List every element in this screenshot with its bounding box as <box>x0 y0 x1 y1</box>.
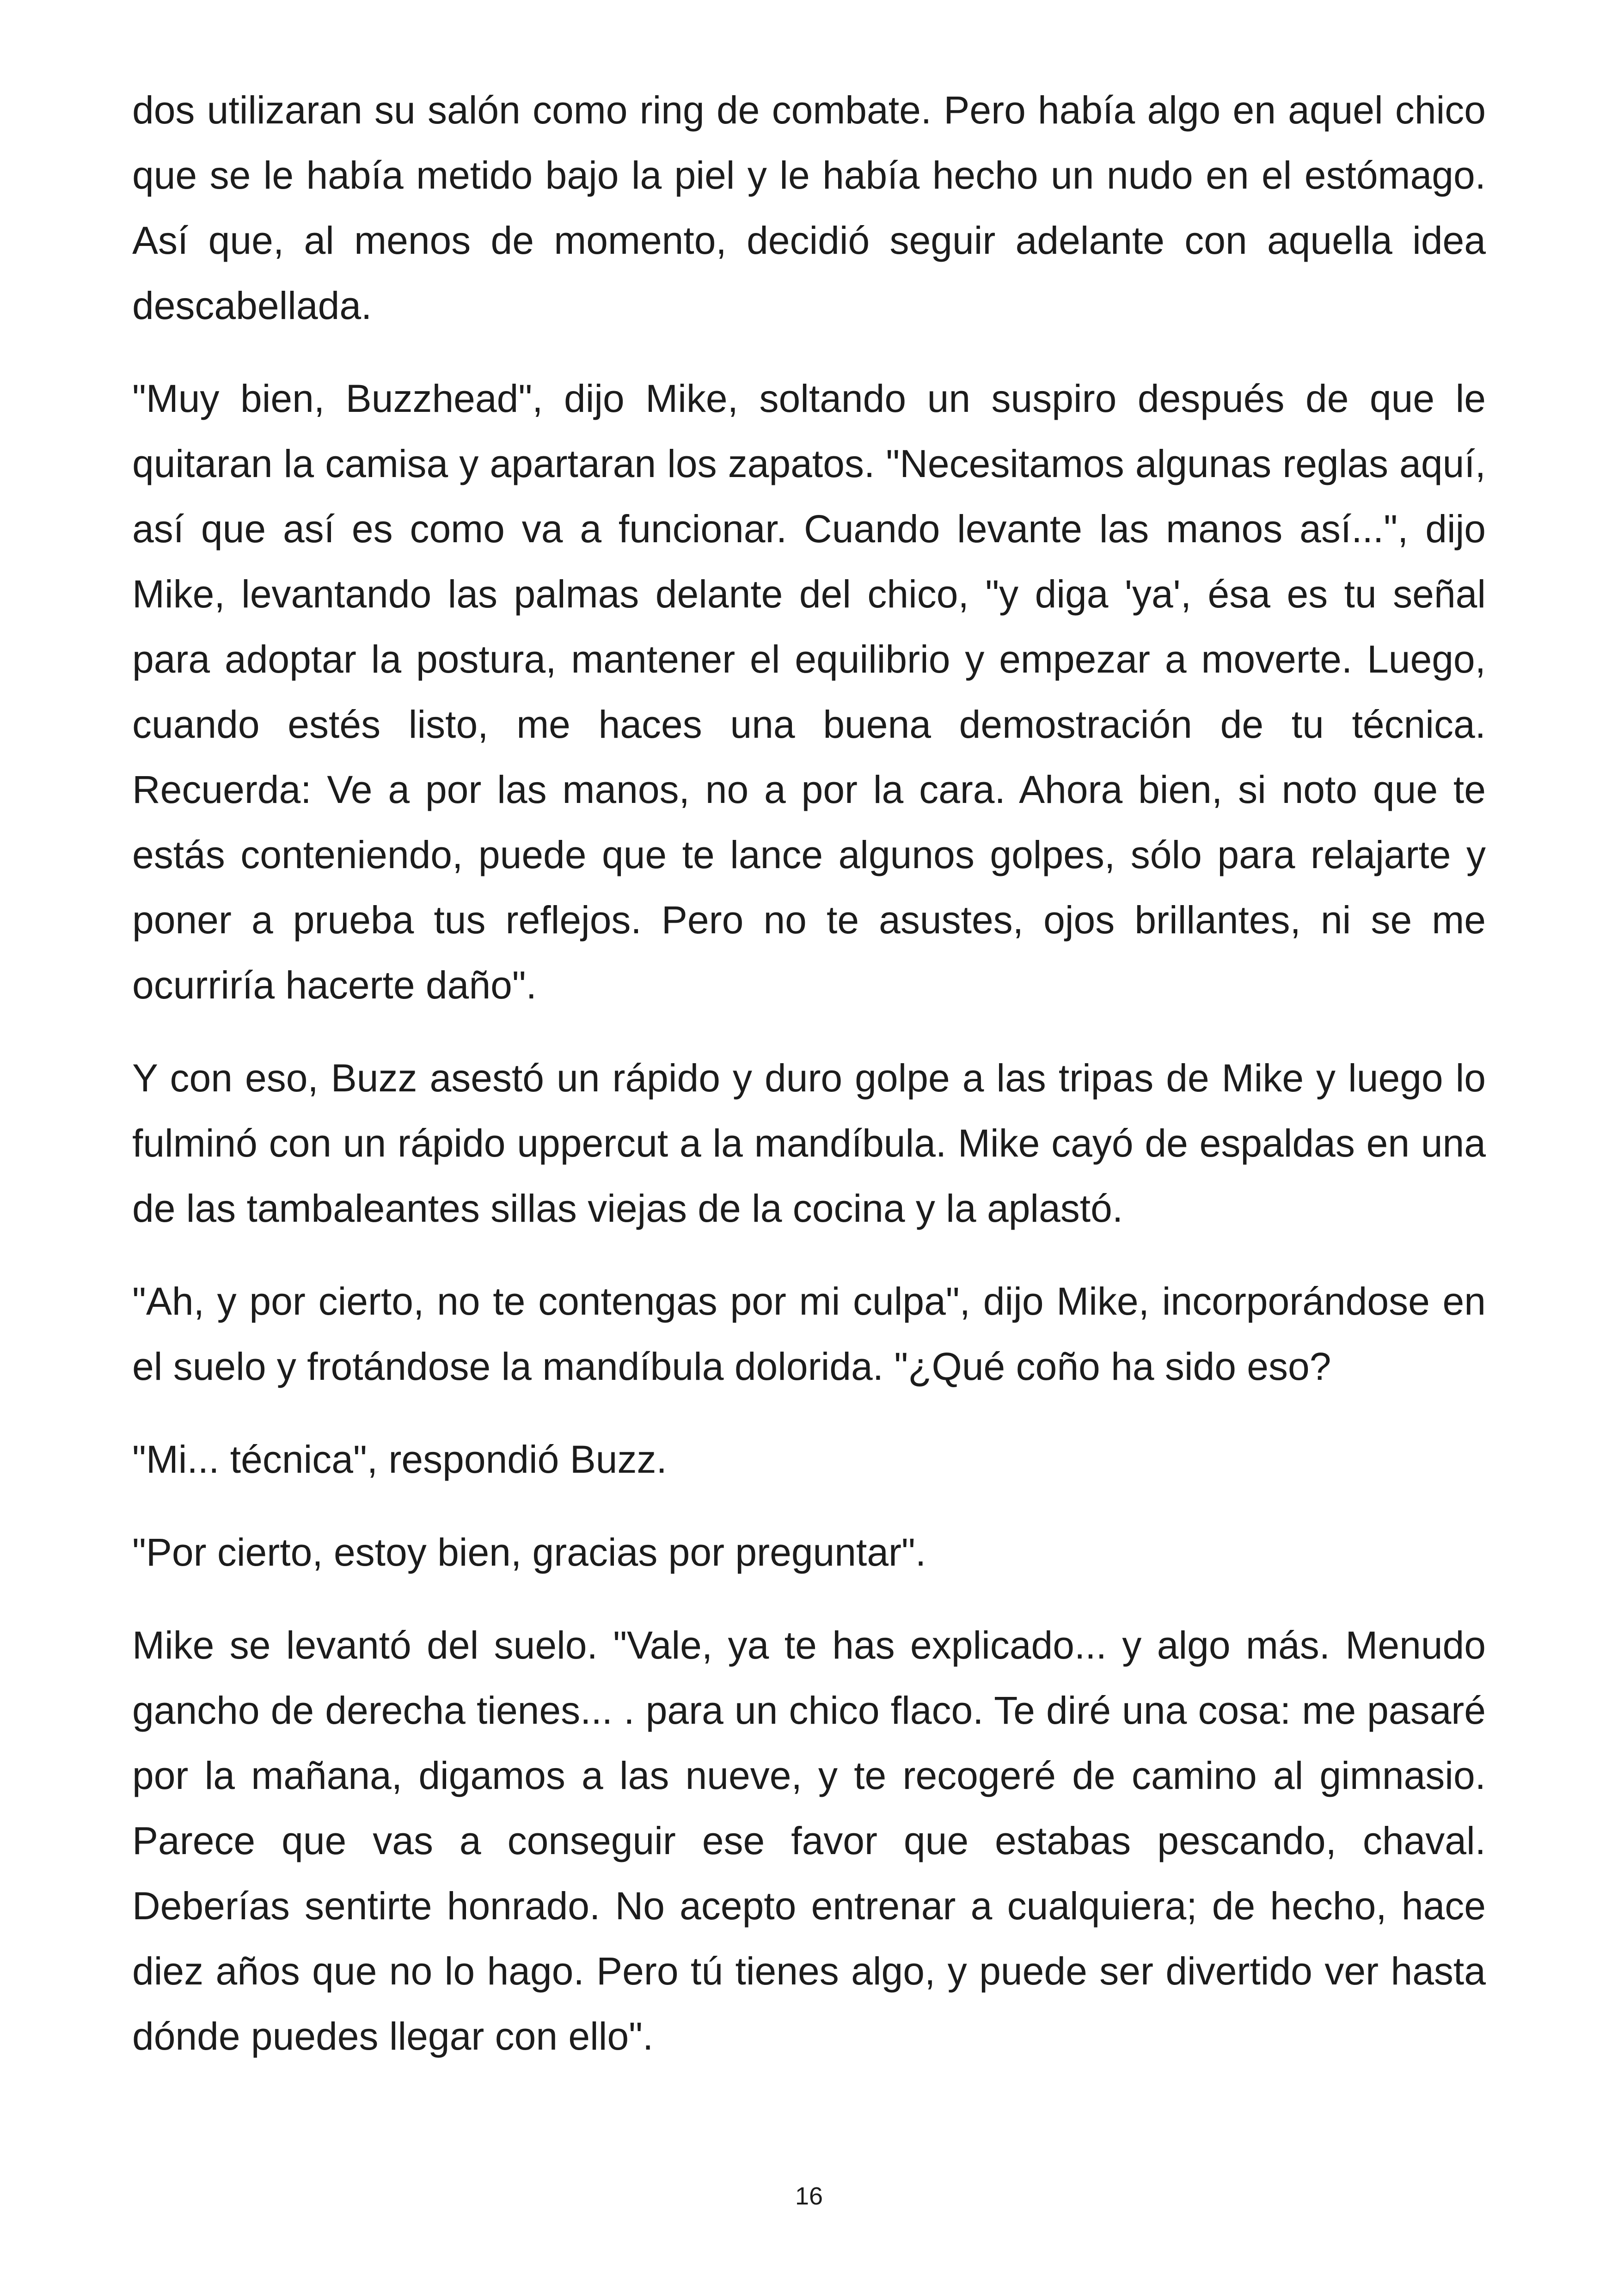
paragraph-4: "Ah, y por cierto, no te contengas por mi culpa", dijo Mike, incorporándose en el suelo y frotándose la mandíbula dolorida. "¿Qué coño ha sido eso? <box>132 1280 1486 1388</box>
body-text <box>132 78 1486 2097</box>
paragraph-7: Mike se levantó del suelo. "Vale, ya te has explicado... y algo más. Menudo gancho de derecha tienes... . para un chico flaco. Te diré una cosa: me pasaré por la mañana, digamos a las nueve, y te recogeré de camino al gimnasio. Parece que vas a conseguir ese favor que estabas pescando, chaval. Deberías sentirte honrado. No acepto entrenar a cualquiera; de hecho, hace diez años que no lo hago. Pero tú tienes algo, y puede ser divertido ver hasta dónde puedes llegar con ello". <box>132 1623 1486 2058</box>
paragraph-2: "Muy bien, Buzzhead", dijo Mike, soltando un suspiro después de que le quitaran la camisa y apartaran los zapatos. "Necesitamos algunas reglas aquí, así que así es como va a funcionar. Cuando levante las manos así...", dijo Mike, levantando las palmas delante del chico, "y diga 'ya', ésa es tu señal para adoptar la postura, mantener el equilibrio y empezar a moverte. Luego, cuando estés listo, me haces una buena demostración de tu técnica. Recuerda: Ve a por las manos, no a por la cara. Ahora bien, si noto que te estás conteniendo, puede que te lance algunos golpes, sólo para relajarte y poner a prueba tus reflejos. Pero no te asustes, ojos brillantes, ni se me ocurriría hacerte daño". <box>132 377 1486 1007</box>
page-number: 16 <box>795 2182 823 2210</box>
paragraph-6: "Por cierto, estoy bien, gracias por preguntar". <box>132 1531 926 1574</box>
paragraph-3: Y con eso, Buzz asestó un rápido y duro golpe a las tripas de Mike y luego lo fulminó con un rápido uppercut a la mandíbula. Mike cayó de espaldas en una de las tambaleantes sillas viejas de la cocina y la aplastó. <box>132 1056 1486 1230</box>
paragraph-5: "Mi... técnica", respondió Buzz. <box>132 1438 667 1481</box>
paragraph-1: dos utilizaran su salón como ring de combate. Pero había algo en aquel chico que se le había metido bajo la piel y le había hecho un nudo en el estómago. Así que, al menos de momento, decidió seguir adelante con aquella idea descabellada. <box>132 88 1486 327</box>
